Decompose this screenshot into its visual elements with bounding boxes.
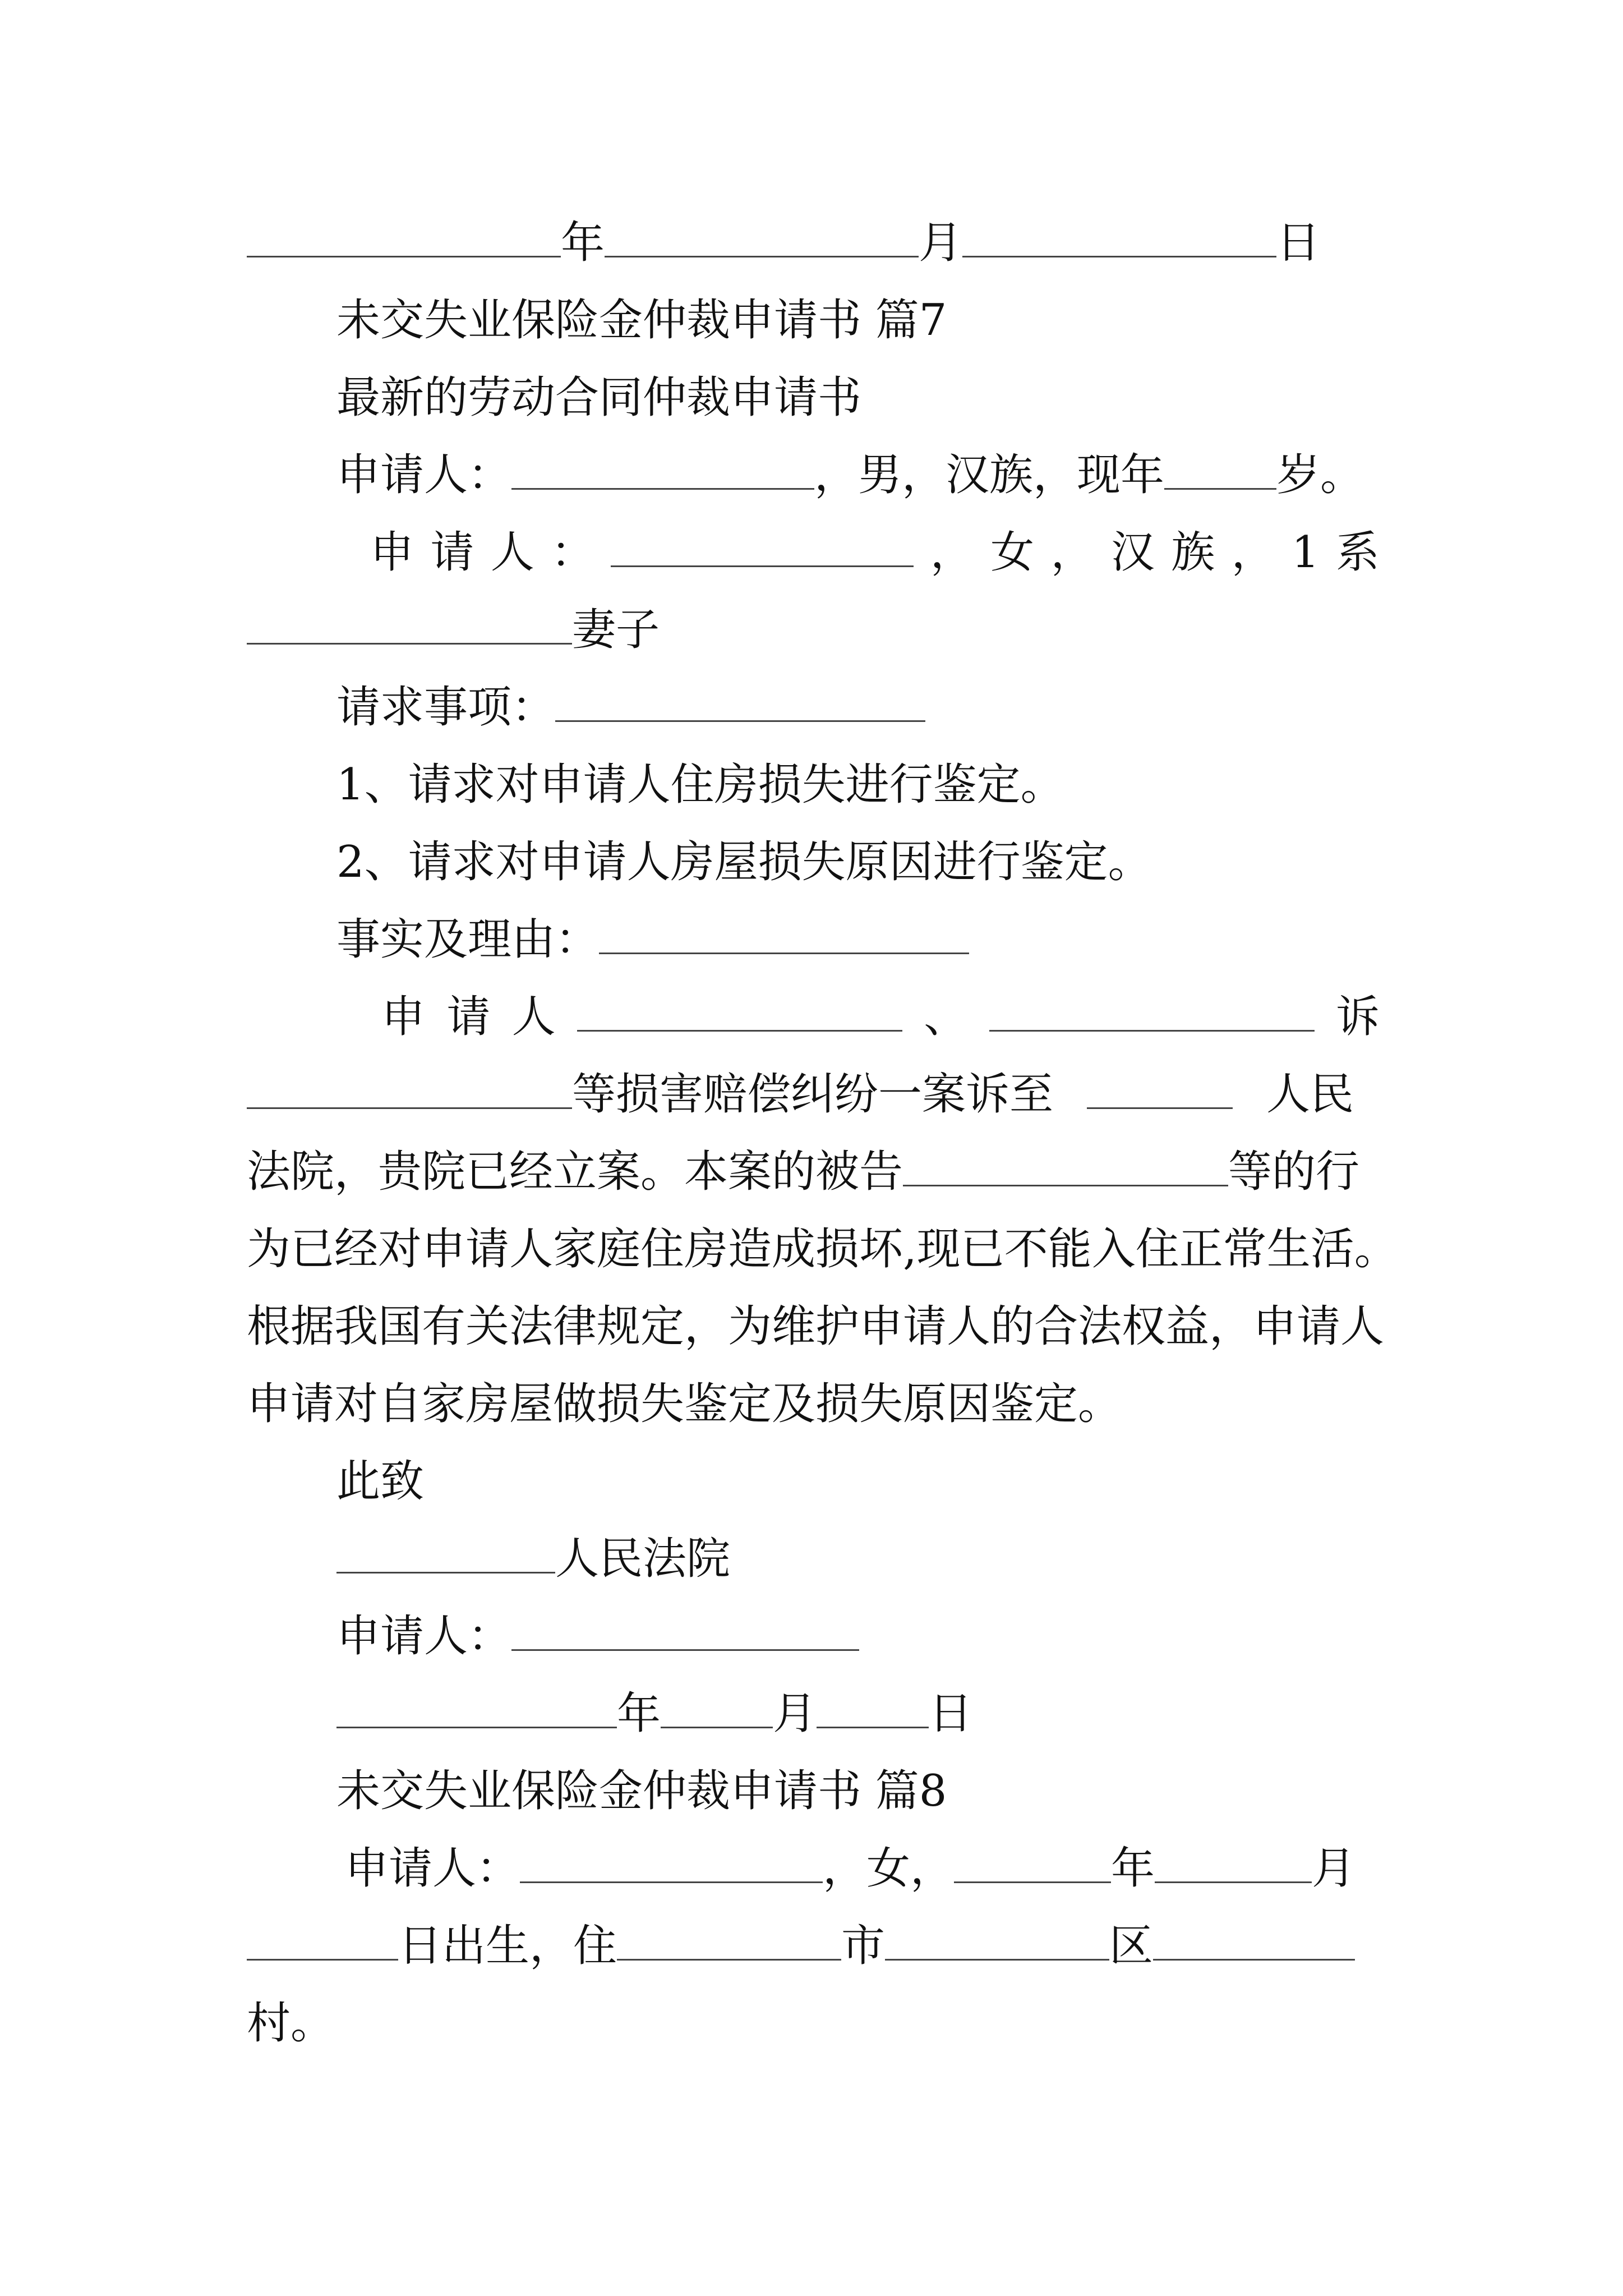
blank-village	[1153, 1915, 1355, 1961]
blank-court	[1087, 1064, 1233, 1109]
applicant-label: 申请人：	[345, 1843, 520, 1894]
blank-applicant-name	[511, 444, 814, 490]
section-subtitle-7: 最新的劳动合同仲裁申请书	[336, 372, 862, 423]
blank-birth-day	[247, 1915, 398, 1961]
year-label: 年	[1111, 1843, 1155, 1894]
char: 人	[511, 992, 556, 1042]
facts-line-6: 申请对自家房屋做损失鉴定及损失原因鉴定。	[247, 1379, 1122, 1429]
char: 申	[381, 992, 426, 1042]
request-label-line	[336, 677, 1380, 738]
closing: 此致	[336, 1456, 425, 1507]
court-line	[336, 1528, 1380, 1590]
birth-text: 日出生，住	[398, 1921, 617, 1971]
month-label: 月	[919, 218, 963, 268]
applicant-info: ，女，	[823, 1843, 955, 1894]
char: ：	[551, 527, 595, 578]
day-label: 日	[1276, 218, 1321, 268]
blank-birth-month	[1155, 1838, 1312, 1883]
blank-party-3	[247, 1064, 572, 1109]
facts-line-1	[381, 986, 1380, 1048]
facts-line-3	[247, 1141, 1380, 1203]
section-title-8: 未交失业保险金仲裁申请书 篇8	[336, 1766, 947, 1816]
blank-signature	[511, 1605, 859, 1651]
blank-relation	[247, 599, 572, 645]
facts-text: 等损害赔偿纠纷一案诉至	[572, 1069, 1054, 1120]
section-title-7: 未交失业保险金仲裁申请书 篇7	[336, 295, 947, 346]
char: 系	[1335, 527, 1380, 578]
p8-line-1	[345, 1838, 1380, 1899]
char: ，	[1050, 527, 1095, 578]
char: ，	[930, 527, 974, 578]
blank-year	[247, 212, 561, 257]
wife-line	[247, 599, 1380, 661]
blank-applicant-name	[520, 1838, 823, 1883]
blank-month	[605, 212, 919, 257]
blank-year	[336, 1683, 617, 1728]
year-label: 年	[561, 218, 605, 268]
month-label: 月	[1312, 1843, 1356, 1894]
char: 汉	[1110, 527, 1155, 578]
city-label: 市	[841, 1921, 886, 1971]
char: 申	[370, 527, 414, 578]
facts-label-line	[336, 909, 1380, 970]
year-label: 年	[617, 1688, 661, 1739]
district-label: 区	[1109, 1921, 1154, 1971]
char: 族	[1171, 527, 1215, 578]
p8-line-3: 村。	[247, 1998, 335, 2049]
signature-line	[336, 1605, 1380, 1667]
blank-court-name	[336, 1528, 555, 1573]
char: 诉	[1335, 992, 1380, 1042]
date-line-1	[247, 212, 1380, 274]
facts-text: 等的行	[1228, 1147, 1360, 1197]
blank-month	[661, 1683, 773, 1728]
sign-label: 申请人：	[336, 1611, 512, 1662]
facts-text: 法院，贵院已经立案。本案的被告	[247, 1147, 903, 1197]
facts-line-2	[247, 1064, 1380, 1125]
applicant-label: 申请人：	[336, 450, 512, 500]
month-label: 月	[773, 1688, 817, 1739]
blank-party-2	[989, 986, 1315, 1032]
blank-city	[617, 1915, 841, 1961]
age-suffix: 岁。	[1276, 450, 1364, 500]
blank-day	[817, 1683, 929, 1728]
blank-birth-year	[954, 1838, 1111, 1883]
blank-district	[885, 1915, 1109, 1961]
date-line-2	[336, 1683, 1380, 1745]
char: ，	[1231, 527, 1275, 578]
request-label: 请求事项：	[336, 682, 556, 733]
applicant-line-1	[336, 444, 1380, 506]
facts-line-4: 为已经对申请人家庭住房造成损坏,现已不能入住正常生活。	[247, 1224, 1398, 1274]
blank-age	[1164, 444, 1276, 490]
day-label: 日	[929, 1688, 973, 1739]
blank-party-1	[577, 986, 902, 1032]
request-item-2: 2、请求对申请人房屋损失原因进行鉴定。	[336, 837, 1152, 887]
blank-facts	[599, 909, 969, 954]
blank-request	[555, 677, 925, 722]
separator: 、	[924, 992, 968, 1042]
facts-line-5: 根据我国有关法律规定，为维护申请人的合法权益，申请人	[247, 1301, 1385, 1352]
blank-applicant2-name	[611, 522, 914, 567]
char: 请	[430, 527, 474, 578]
char: 1	[1291, 527, 1320, 578]
request-item-1: 1、请求对申请人住房损失进行鉴定。	[336, 760, 1064, 810]
applicant-line-2	[370, 522, 1380, 583]
wife-label: 妻子	[572, 605, 660, 655]
court-label: 人民法院	[555, 1534, 731, 1584]
p8-line-2	[247, 1915, 1380, 1977]
char: 请	[446, 992, 491, 1042]
char: 人	[490, 527, 534, 578]
facts-label: 事实及理由：	[336, 914, 600, 965]
char: 女	[990, 527, 1035, 578]
applicant-info: ，男，汉族，现年	[814, 450, 1165, 500]
blank-day	[962, 212, 1276, 257]
facts-text: 人民	[1266, 1069, 1354, 1120]
blank-defendant	[903, 1141, 1228, 1186]
